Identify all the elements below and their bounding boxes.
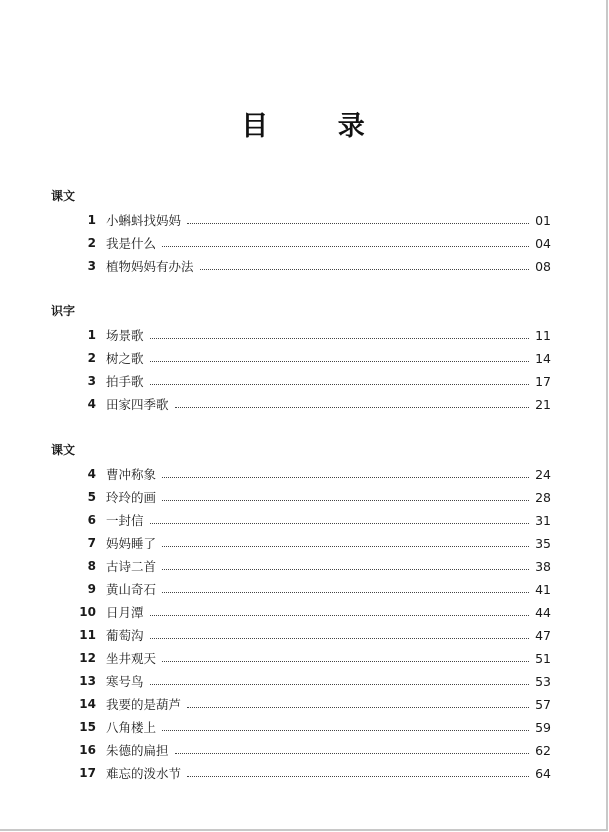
entry-title: 一封信 xyxy=(106,513,144,528)
entry-title: 小蝌蚪找妈妈 xyxy=(106,213,182,228)
entry-title: 场景歌 xyxy=(106,328,144,343)
entry-number: 1 xyxy=(87,328,96,342)
entry-page: 44 xyxy=(535,605,551,620)
entry-number: 17 xyxy=(79,766,96,780)
entry-page: 31 xyxy=(535,513,551,528)
toc-section-lessons-2 xyxy=(51,440,551,785)
entry-page: 47 xyxy=(535,628,551,643)
toc-entry[interactable] xyxy=(51,209,551,232)
entry-title: 日月潭 xyxy=(106,605,144,620)
entry-title: 田家四季歌 xyxy=(106,397,169,412)
dot-leader xyxy=(150,615,529,616)
toc-entry[interactable] xyxy=(51,693,551,716)
toc-entry[interactable] xyxy=(51,347,551,370)
entry-title: 葡萄沟 xyxy=(106,628,144,643)
entry-title: 树之歌 xyxy=(106,351,144,366)
toc-entry[interactable] xyxy=(51,393,551,416)
toc-entry[interactable] xyxy=(51,647,551,670)
page-title: 目 录 xyxy=(241,111,395,142)
entry-title: 妈妈睡了 xyxy=(106,536,157,551)
entry-page: 21 xyxy=(535,397,551,412)
dot-leader xyxy=(162,730,529,731)
entry-title: 坐井观天 xyxy=(106,651,157,666)
toc-section-lessons-1 xyxy=(51,186,551,278)
dot-leader xyxy=(150,361,529,362)
toc-entry[interactable] xyxy=(51,762,551,785)
entry-number: 15 xyxy=(79,720,96,734)
entry-number: 1 xyxy=(87,213,96,227)
entry-title: 寒号鸟 xyxy=(106,674,144,689)
entry-page: 28 xyxy=(535,490,551,505)
entry-number: 4 xyxy=(87,397,96,411)
entry-page: 01 xyxy=(535,213,551,228)
dot-leader xyxy=(162,592,529,593)
entry-page: 08 xyxy=(535,259,551,274)
toc-entry[interactable] xyxy=(51,509,551,532)
entry-title: 黄山奇石 xyxy=(106,582,157,597)
entry-number: 16 xyxy=(79,743,96,757)
entry-number: 2 xyxy=(87,351,96,365)
dot-leader xyxy=(162,661,529,662)
dot-leader xyxy=(162,569,529,570)
entry-title: 古诗二首 xyxy=(106,559,157,574)
entry-page: 62 xyxy=(535,743,551,758)
section-heading: 课文 xyxy=(51,189,76,203)
entry-title: 朱德的扁担 xyxy=(106,743,169,758)
toc-entry[interactable] xyxy=(51,486,551,509)
entry-number: 3 xyxy=(87,374,96,388)
entry-title: 拍手歌 xyxy=(106,374,144,389)
entry-page: 57 xyxy=(535,697,551,712)
toc-entry[interactable] xyxy=(51,370,551,393)
entry-page: 38 xyxy=(535,559,551,574)
dot-leader xyxy=(150,523,529,524)
section-heading: 识字 xyxy=(51,304,76,318)
entry-title: 我要的是葫芦 xyxy=(106,697,182,712)
toc-entry[interactable] xyxy=(51,601,551,624)
toc-entry[interactable] xyxy=(51,578,551,601)
toc-entry[interactable] xyxy=(51,532,551,555)
entry-page: 64 xyxy=(535,766,551,781)
dot-leader xyxy=(187,707,529,708)
dot-leader xyxy=(187,223,529,224)
entry-title: 玲玲的画 xyxy=(106,490,157,505)
toc-entry[interactable] xyxy=(51,232,551,255)
entry-page: 41 xyxy=(535,582,551,597)
entry-page: 14 xyxy=(535,351,551,366)
dot-leader xyxy=(150,684,529,685)
entry-number: 2 xyxy=(87,236,96,250)
dot-leader xyxy=(150,638,529,639)
toc-entry[interactable] xyxy=(51,624,551,647)
entry-number: 6 xyxy=(87,513,96,527)
entry-title: 难忘的泼水节 xyxy=(106,766,182,781)
entry-number: 8 xyxy=(87,559,96,573)
toc-entry[interactable] xyxy=(51,716,551,739)
entry-number: 14 xyxy=(79,697,96,711)
dot-leader xyxy=(175,407,529,408)
toc-entry[interactable] xyxy=(51,255,551,278)
entry-number: 5 xyxy=(87,490,96,504)
entry-number: 7 xyxy=(87,536,96,550)
entry-page: 11 xyxy=(535,328,551,343)
toc-section-literacy xyxy=(51,301,551,416)
dot-leader xyxy=(162,500,529,501)
entry-page: 59 xyxy=(535,720,551,735)
toc-entry[interactable] xyxy=(51,555,551,578)
dot-leader xyxy=(175,753,529,754)
entry-number: 10 xyxy=(79,605,96,619)
entry-title: 植物妈妈有办法 xyxy=(106,259,194,274)
entry-page: 04 xyxy=(535,236,551,251)
entry-number: 3 xyxy=(87,259,96,273)
entry-number: 13 xyxy=(79,674,96,688)
entry-number: 11 xyxy=(79,628,96,642)
entry-number: 9 xyxy=(87,582,96,596)
entry-number: 4 xyxy=(87,467,96,481)
entry-page: 35 xyxy=(535,536,551,551)
toc-entry[interactable] xyxy=(51,670,551,693)
entry-page: 51 xyxy=(535,651,551,666)
entry-page: 53 xyxy=(535,674,551,689)
entry-page: 17 xyxy=(535,374,551,389)
entry-number: 12 xyxy=(79,651,96,665)
dot-leader xyxy=(150,384,529,385)
entry-title: 我是什么 xyxy=(106,236,157,251)
toc-entry[interactable] xyxy=(51,739,551,762)
dot-leader xyxy=(200,269,529,270)
toc-entry[interactable] xyxy=(51,324,551,347)
entry-page: 24 xyxy=(535,467,551,482)
entry-title: 曹冲称象 xyxy=(106,467,157,482)
entry-title: 八角楼上 xyxy=(106,720,157,735)
dot-leader xyxy=(162,477,529,478)
section-heading: 课文 xyxy=(51,443,76,457)
toc-entry[interactable] xyxy=(51,463,551,486)
dot-leader xyxy=(162,546,529,547)
dot-leader xyxy=(187,776,529,777)
dot-leader xyxy=(150,338,529,339)
dot-leader xyxy=(162,246,529,247)
